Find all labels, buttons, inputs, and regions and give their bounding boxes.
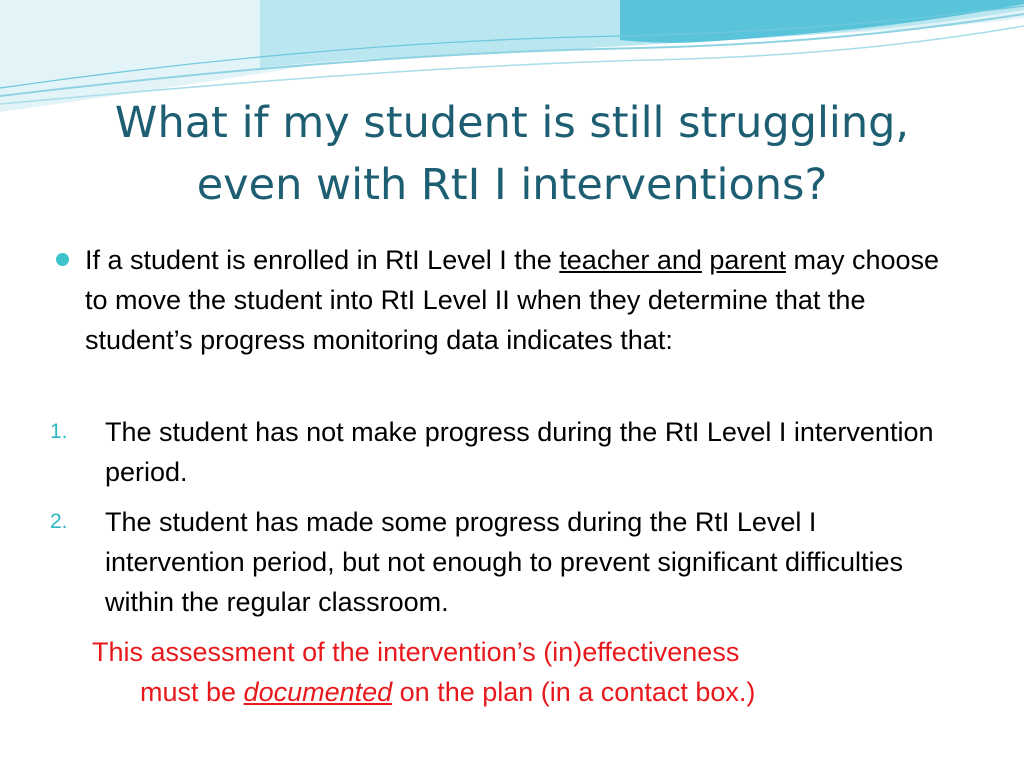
assessment-note (92, 632, 932, 712)
bullet-text (85, 240, 945, 360)
note-line-2 (92, 672, 932, 712)
title-line-2: even with RtI I interventions? (196, 160, 828, 210)
numbered-marker-1: 1. (50, 420, 68, 443)
numbered-text-2: The student has made some progress during the RtI Level I intervention period, but not enough to prevent significant difficulties within the regular classroom. (105, 507, 904, 617)
note-line-2-before: must be (140, 677, 244, 707)
note-line-2-after: on the plan (in a contact box.) (392, 677, 756, 707)
bullet-dot-icon (56, 253, 69, 266)
note-emphasis-documented: documented (243, 677, 393, 707)
numbered-text-1: The student has not make progress during the RtI Level I intervention period. (105, 417, 934, 487)
bullet-underlined-teacher-and: teacher and (559, 245, 702, 275)
numbered-marker-2: 2. (50, 510, 68, 533)
bullet-text-before: If a student is enrolled in RtI Level I the (85, 245, 560, 275)
bullet-text-after: may choose to move the student into RtI Level II when they determine that the student’s progress monitoring data indicates that: (85, 245, 940, 355)
note-line-1: This assessment of the intervention’s (in)effectiveness (92, 637, 740, 667)
title-line-1: What if my student is still struggling, (114, 98, 910, 148)
bullet-underlined-parent: parent (709, 245, 786, 275)
